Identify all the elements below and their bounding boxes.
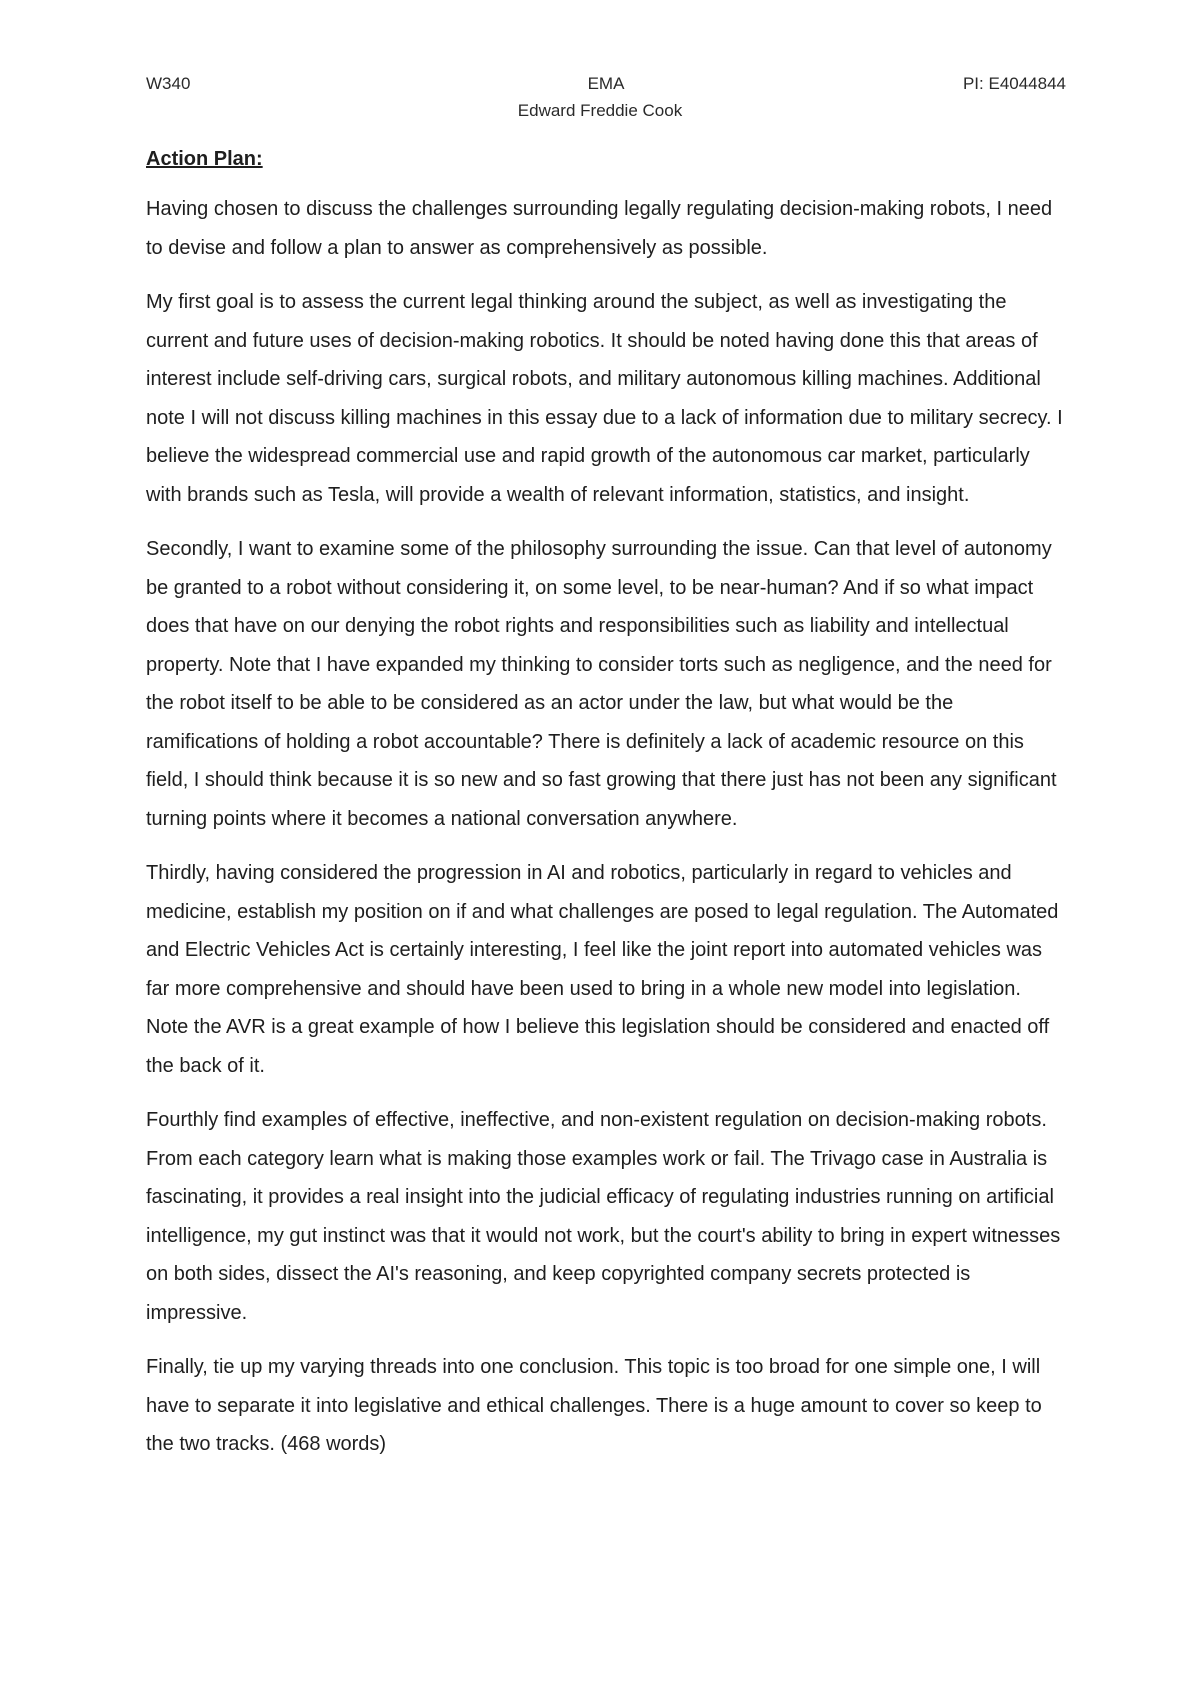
author-name: Edward Freddie Cook	[517, 101, 683, 120]
section-heading: Action Plan:	[146, 148, 263, 170]
paragraph-intro: Having chosen to discuss the challenges surrounding legally regulating decision-making robots, I need to devise and follow a plan to answer as comprehensively as possible.	[146, 198, 1053, 259]
paragraph-thirdly: Thirdly, having considered the progression in AI and robotics, particularly in regard to vehicles and medicine, establish my position on if and what challenges are posed to legal regulation. The Automated and Electric Vehicles Act is certainly interesting, I feel like the joint report into automated vehicles was far more comprehensive and should have been used to bring in a whole new model into legislation. Note the AVR is a great example of how I believe this legislation should be considered and enacted off the back of it.	[146, 862, 1059, 1077]
paragraph-fourthly: Fourthly find examples of effective, ineffective, and non-existent regulation on decision-making robots. From each category learn what is making those examples work or fail. The Trivago case in Australia is fascinating, it provides a real insight into the judicial efficacy of regulating industries running on artificial intelligence, my gut instinct was that it would not work, but the court's ability to bring in expert witnesses on both sides, dissect the AI's reasoning, and keep copyrighted company secrets protected is impressive.	[146, 1109, 1061, 1324]
paragraph-finally: Finally, tie up my varying threads into one conclusion. This topic is too broad for one simple one, I will have to separate it into legislative and ethical challenges. There is a huge amount to cover so keep to the two tracks. (468 words)	[146, 1356, 1042, 1455]
module-code: W340	[146, 74, 191, 93]
document-body	[146, 142, 1066, 1480]
paragraph-first-goal: My first goal is to assess the current legal thinking around the subject, as well as investigating the current and future uses of decision-making robotics. It should be noted having done this that areas of interest include self-driving cars, surgical robots, and military autonomous killing machines. Additional note I will not discuss killing machines in this essay due to a lack of information due to military secrecy. I believe the widespread commercial use and rapid growth of the autonomous car market, particularly with brands such as Tesla, will provide a wealth of relevant information, statistics, and insight.	[146, 291, 1063, 506]
personal-identifier: PI: E4044844	[962, 74, 1066, 93]
assignment-type: EMA	[587, 74, 625, 93]
page-header	[146, 74, 1066, 98]
paragraph-secondly: Secondly, I want to examine some of the philosophy surrounding the issue. Can that level of autonomy be granted to a robot without considering it, on some level, to be near-human? And if so what impact does that have on our denying the robot rights and responsibilities such as liability and intellectual property. Note that I have expanded my thinking to consider torts such as negligence, and the need for the robot itself to be able to be considered as an actor under the law, but what would be the ramifications of holding a robot accountable? There is definitely a lack of academic resource on this field, I should think because it is so new and so fast growing that there just has not been any significant turning points where it becomes a national conversation anywhere.	[146, 538, 1057, 830]
